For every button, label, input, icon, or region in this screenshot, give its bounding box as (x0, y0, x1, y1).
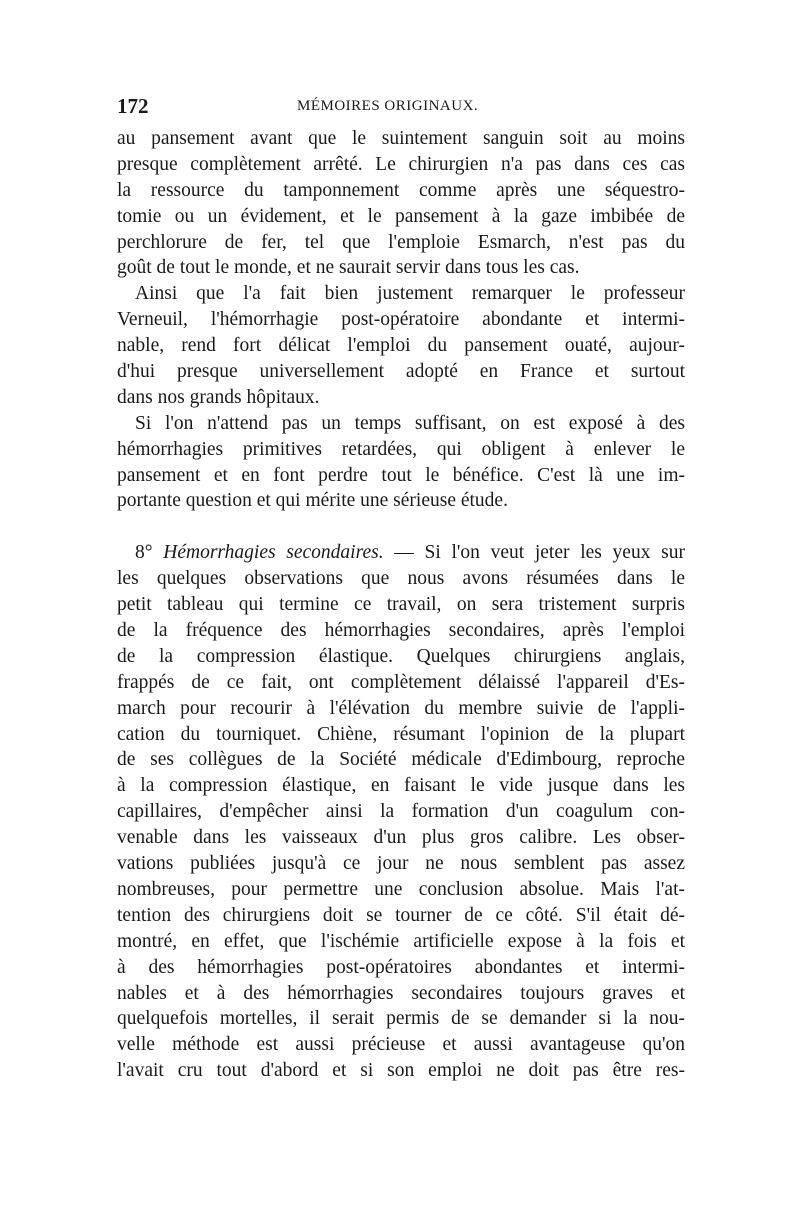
text-line: tomie ou un évidement, et le pansement à la gaze imbibée de (117, 205, 685, 227)
text-line: nable, rend fort délicat l'emploi du pansement ouaté, aujour- (117, 335, 685, 357)
text-line: Verneuil, l'hémorrhagie post-opératoire abondante et intermi- (117, 309, 685, 331)
text-line: hémorrhagies primitives retardées, qui obligent à enlever le (117, 438, 685, 460)
running-title: MÉMOIRES ORIGINAUX. (297, 98, 479, 114)
text-line: de la fréquence des hémorrhagies secondaires, après l'emploi (117, 620, 685, 642)
text-line: de ses collègues de la Société médicale d'Edimbourg, reproche (117, 749, 685, 771)
text-line: montré, en effet, que l'ischémie artificielle expose à la fois et (117, 930, 685, 952)
paragraph (117, 540, 685, 1084)
text-line: l'avait cru tout d'abord et si son emploi ne doit pas être res- (117, 1060, 685, 1082)
paragraph-gap (117, 514, 685, 540)
text-line: quelquefois mortelles, il serait permis de se demander si la nou- (117, 1008, 685, 1030)
text-line: presque complètement arrêté. Le chirurgien n'a pas dans ces cas (117, 153, 685, 175)
text-line: pansement et en font perdre tout le bénéfice. C'est là une im- (117, 464, 685, 486)
text-line: d'hui presque universellement adopté en France et surtout (117, 361, 685, 383)
text-line: capillaires, d'empêcher ainsi la formation d'un coagulum con- (117, 801, 685, 823)
text-line: venable dans les vaisseaux d'un plus gros calibre. Les obser- (117, 827, 685, 849)
running-header (117, 92, 685, 126)
text-line: goût de tout le monde, et ne saurait servir dans tous les cas. (117, 257, 580, 279)
text-line: de la compression élastique. Quelques chirurgiens anglais, (117, 645, 685, 667)
text-line: les quelques observations que nous avons résumées dans le (117, 568, 685, 590)
text-line: nombreuses, pour permettre une conclusion absolue. Mais l'at- (117, 878, 685, 900)
text-line: nables et à des hémorrhagies secondaires toujours graves et (117, 982, 685, 1004)
text-line: tention des chirurgiens doit se tourner de ce côté. S'il était dé- (117, 904, 685, 926)
section-number: 8° (135, 542, 153, 564)
section-first-line-rest: — Si l'on veut jeter les yeux sur (383, 542, 685, 564)
text-line: march pour recourir à l'élévation du membre suivie de l'appli- (117, 697, 685, 719)
text-line: à la compression élastique, en faisant le vide jusque dans les (117, 775, 685, 797)
section-heading-line (117, 540, 685, 566)
text-line: au pansement avant que le suintement sanguin soit au moins (117, 128, 685, 149)
text-line: vations publiées jusqu'à ce jour ne nous semblent pas assez (117, 853, 685, 875)
text-line: perchlorure de fer, tel que l'emploie Esmarch, n'est pas du (117, 231, 685, 253)
text-line: dans nos grands hôpitaux. (117, 386, 320, 408)
text-line: Si l'on n'attend pas un temps suffisant, on est exposé à des (135, 412, 685, 434)
paragraph (117, 126, 685, 281)
document-page (117, 92, 685, 1084)
paragraph (117, 281, 685, 410)
page-number: 172 (117, 94, 149, 118)
section-title: Hémorrhagies secondaires. (163, 542, 384, 564)
text-line: velle méthode est aussi précieuse et aussi avantageuse qu'on (117, 1034, 685, 1056)
text-line: frappés de ce fait, ont complètement délaissé l'appareil d'Es- (117, 671, 685, 693)
body-text (117, 126, 685, 1084)
text-line: portante question et qui mérite une sérieuse étude. (117, 490, 508, 512)
text-line: petit tableau qui termine ce travail, on sera tristement surpris (117, 594, 685, 616)
text-line: Ainsi que l'a fait bien justement remarquer le professeur (135, 283, 685, 305)
text-line: la ressource du tamponnement comme après une séquestro- (117, 179, 685, 201)
text-line: à des hémorrhagies post-opératoires abondantes et intermi- (117, 956, 685, 978)
text-line: cation du tourniquet. Chiène, résumant l'opinion de la plupart (117, 723, 685, 745)
paragraph (117, 411, 685, 515)
